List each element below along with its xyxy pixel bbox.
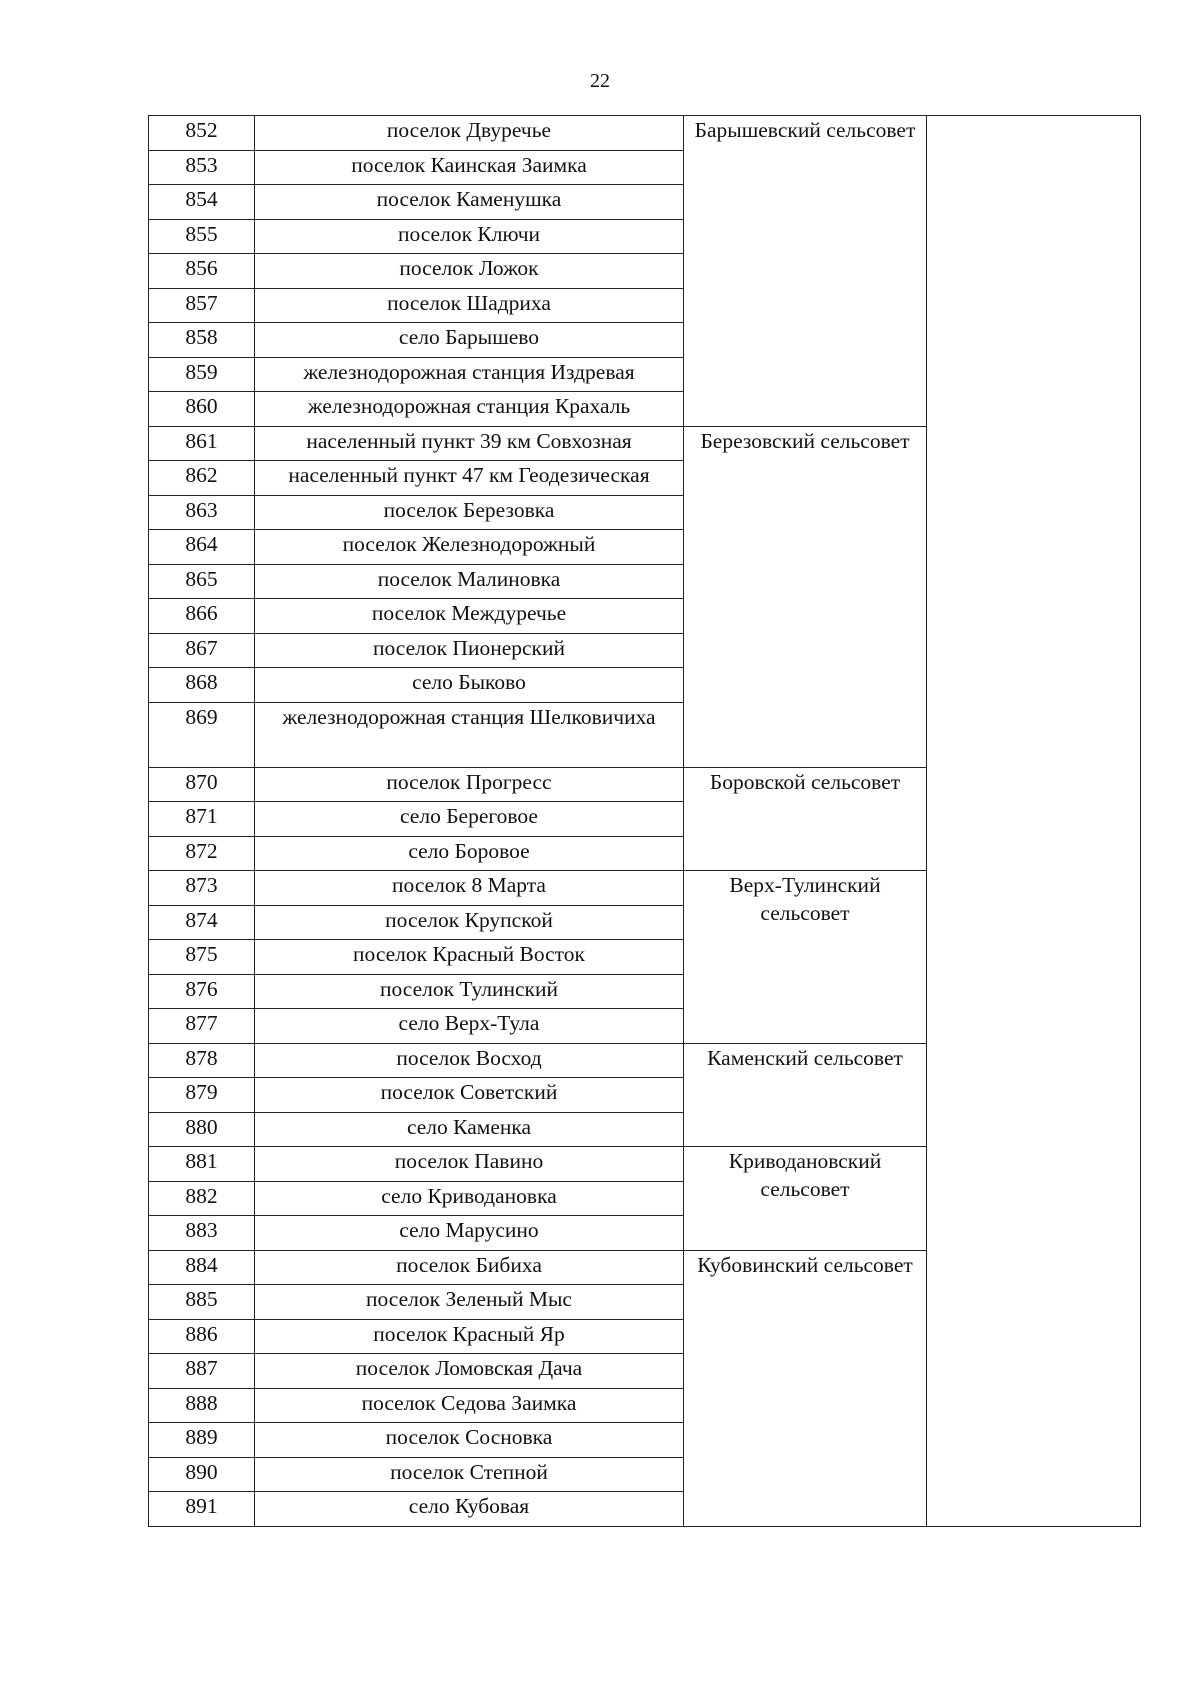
row-number-cell: 863 bbox=[149, 495, 255, 530]
settlement-name-cell: поселок Малиновка bbox=[255, 564, 684, 599]
settlement-name-cell: железнодорожная станция Шелковичиха bbox=[255, 702, 684, 767]
row-number-cell: 879 bbox=[149, 1078, 255, 1113]
village-council-cell: Кубовинский сельсовет bbox=[684, 1250, 927, 1526]
row-number-cell: 853 bbox=[149, 150, 255, 185]
table-row bbox=[149, 116, 1141, 151]
row-number-cell: 888 bbox=[149, 1388, 255, 1423]
row-number-cell: 882 bbox=[149, 1181, 255, 1216]
village-council-cell: Верх-Тулинский сельсовет bbox=[684, 871, 927, 1044]
settlement-name-cell: поселок Павино bbox=[255, 1147, 684, 1182]
settlement-name-cell: поселок Каменушка bbox=[255, 185, 684, 220]
row-number-cell: 866 bbox=[149, 599, 255, 634]
row-number-cell: 871 bbox=[149, 802, 255, 837]
row-number-cell: 881 bbox=[149, 1147, 255, 1182]
row-number-cell: 870 bbox=[149, 767, 255, 802]
village-council-cell: Березовский сельсовет bbox=[684, 426, 927, 767]
village-council-cell: Криводановский сельсовет bbox=[684, 1147, 927, 1251]
settlement-name-cell: железнодорожная станция Издревая bbox=[255, 357, 684, 392]
settlement-name-cell: село Береговое bbox=[255, 802, 684, 837]
settlement-name-cell: поселок Советский bbox=[255, 1078, 684, 1113]
row-number-cell: 886 bbox=[149, 1319, 255, 1354]
settlement-name-cell: село Марусино bbox=[255, 1216, 684, 1251]
settlement-name-cell: поселок Красный Яр bbox=[255, 1319, 684, 1354]
row-number-cell: 854 bbox=[149, 185, 255, 220]
settlement-name-cell: село Криводановка bbox=[255, 1181, 684, 1216]
settlement-name-cell: поселок Седова Заимка bbox=[255, 1388, 684, 1423]
settlement-name-cell: поселок Восход bbox=[255, 1043, 684, 1078]
settlement-name-cell: поселок Ключи bbox=[255, 219, 684, 254]
settlements-table-body bbox=[149, 116, 1141, 1527]
village-council-cell: Каменский сельсовет bbox=[684, 1043, 927, 1147]
page-number: 22 bbox=[590, 70, 610, 92]
row-number-cell: 877 bbox=[149, 1009, 255, 1044]
settlement-name-cell: село Боровое bbox=[255, 836, 684, 871]
settlement-name-cell: село Кубовая bbox=[255, 1492, 684, 1527]
row-number-cell: 883 bbox=[149, 1216, 255, 1251]
settlement-name-cell: поселок 8 Марта bbox=[255, 871, 684, 906]
settlement-name-cell: поселок Тулинский bbox=[255, 974, 684, 1009]
settlements-table bbox=[148, 115, 1141, 1527]
row-number-cell: 878 bbox=[149, 1043, 255, 1078]
row-number-cell: 885 bbox=[149, 1285, 255, 1320]
settlement-name-cell: поселок Пионерский bbox=[255, 633, 684, 668]
empty-column-cell bbox=[927, 116, 1141, 1527]
settlement-name-cell: село Барышево bbox=[255, 323, 684, 358]
settlement-name-cell: населенный пункт 39 км Совхозная bbox=[255, 426, 684, 461]
settlement-name-cell: село Быково bbox=[255, 668, 684, 703]
row-number-cell: 890 bbox=[149, 1457, 255, 1492]
row-number-cell: 865 bbox=[149, 564, 255, 599]
settlement-name-cell: поселок Крупской bbox=[255, 905, 684, 940]
settlement-name-cell: поселок Сосновка bbox=[255, 1423, 684, 1458]
settlement-name-cell: село Верх-Тула bbox=[255, 1009, 684, 1044]
row-number-cell: 852 bbox=[149, 116, 255, 151]
row-number-cell: 880 bbox=[149, 1112, 255, 1147]
row-number-cell: 889 bbox=[149, 1423, 255, 1458]
settlement-name-cell: поселок Каинская Заимка bbox=[255, 150, 684, 185]
row-number-cell: 862 bbox=[149, 461, 255, 496]
settlement-name-cell: поселок Красный Восток bbox=[255, 940, 684, 975]
row-number-cell: 872 bbox=[149, 836, 255, 871]
settlement-name-cell: поселок Ложок bbox=[255, 254, 684, 289]
settlement-name-cell: железнодорожная станция Крахаль bbox=[255, 392, 684, 427]
settlement-name-cell: поселок Шадриха bbox=[255, 288, 684, 323]
settlement-name-cell: поселок Степной bbox=[255, 1457, 684, 1492]
settlement-name-cell: поселок Железнодорожный bbox=[255, 530, 684, 565]
row-number-cell: 859 bbox=[149, 357, 255, 392]
settlement-name-cell: поселок Бибиха bbox=[255, 1250, 684, 1285]
row-number-cell: 860 bbox=[149, 392, 255, 427]
settlement-name-cell: населенный пункт 47 км Геодезическая bbox=[255, 461, 684, 496]
row-number-cell: 887 bbox=[149, 1354, 255, 1389]
row-number-cell: 868 bbox=[149, 668, 255, 703]
village-council-cell: Боровской сельсовет bbox=[684, 767, 927, 871]
row-number-cell: 867 bbox=[149, 633, 255, 668]
row-number-cell: 856 bbox=[149, 254, 255, 289]
row-number-cell: 857 bbox=[149, 288, 255, 323]
row-number-cell: 884 bbox=[149, 1250, 255, 1285]
village-council-cell: Барышевский сельсовет bbox=[684, 116, 927, 427]
settlement-name-cell: поселок Зеленый Мыс bbox=[255, 1285, 684, 1320]
settlement-name-cell: поселок Междуречье bbox=[255, 599, 684, 634]
row-number-cell: 864 bbox=[149, 530, 255, 565]
settlement-name-cell: поселок Двуречье bbox=[255, 116, 684, 151]
row-number-cell: 891 bbox=[149, 1492, 255, 1527]
row-number-cell: 861 bbox=[149, 426, 255, 461]
row-number-cell: 876 bbox=[149, 974, 255, 1009]
row-number-cell: 869 bbox=[149, 702, 255, 767]
settlement-name-cell: поселок Прогресс bbox=[255, 767, 684, 802]
settlement-name-cell: село Каменка bbox=[255, 1112, 684, 1147]
row-number-cell: 855 bbox=[149, 219, 255, 254]
row-number-cell: 875 bbox=[149, 940, 255, 975]
row-number-cell: 858 bbox=[149, 323, 255, 358]
row-number-cell: 874 bbox=[149, 905, 255, 940]
settlement-name-cell: поселок Березовка bbox=[255, 495, 684, 530]
settlement-name-cell: поселок Ломовская Дача bbox=[255, 1354, 684, 1389]
row-number-cell: 873 bbox=[149, 871, 255, 906]
